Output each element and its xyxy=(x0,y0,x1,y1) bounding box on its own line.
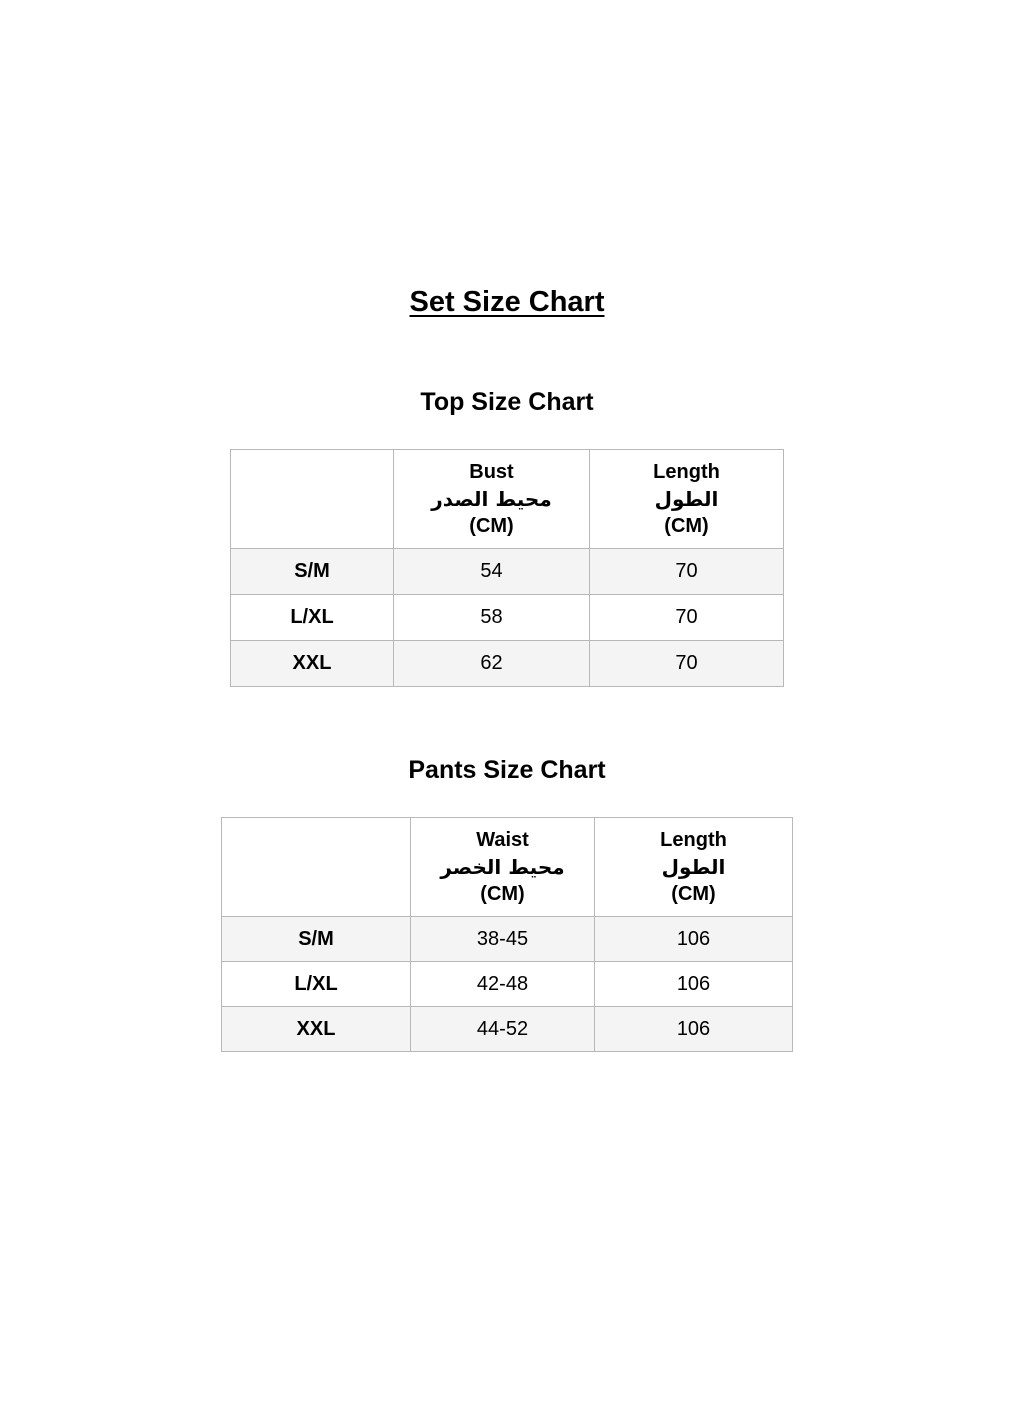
header-label-arabic: الطول xyxy=(661,854,726,879)
table-row xyxy=(222,1007,793,1052)
header-empty-cell xyxy=(222,818,411,917)
header-cell-length xyxy=(590,450,784,549)
table-cell: 106 xyxy=(595,1007,793,1052)
header-unit: (CM) xyxy=(671,882,716,905)
table-cell: 70 xyxy=(590,641,784,687)
table-header-row xyxy=(231,450,784,549)
page-title: Set Size Chart xyxy=(409,286,605,318)
header-label-arabic: الطول xyxy=(654,486,719,511)
table-cell: 62 xyxy=(394,641,590,687)
table-cell: 106 xyxy=(595,962,793,1007)
table-row xyxy=(222,962,793,1007)
header-unit: (CM) xyxy=(664,514,709,537)
header-cell-length xyxy=(595,818,793,917)
pants-chart-title: Pants Size Chart xyxy=(408,756,606,784)
header-label-arabic: محيط الخصر xyxy=(440,854,565,879)
table-cell: 58 xyxy=(394,595,590,641)
top-chart-title: Top Size Chart xyxy=(420,388,594,416)
size-label: S/M xyxy=(231,549,394,595)
table-cell: 106 xyxy=(595,917,793,962)
table-header-row xyxy=(222,818,793,917)
header-empty-cell xyxy=(231,450,394,549)
size-label: XXL xyxy=(222,1007,411,1052)
header-label: Bust xyxy=(469,460,514,483)
header-label: Length xyxy=(653,460,720,483)
header-cell-waist xyxy=(411,818,595,917)
header-label-arabic: محيط الصدر xyxy=(431,486,552,511)
table-row xyxy=(231,595,784,641)
size-label: S/M xyxy=(222,917,411,962)
table-row xyxy=(231,549,784,595)
table-row xyxy=(222,917,793,962)
header-label: Length xyxy=(660,828,727,851)
header-cell-bust xyxy=(394,450,590,549)
table-cell: 70 xyxy=(590,595,784,641)
table-cell: 54 xyxy=(394,549,590,595)
pants-size-table xyxy=(221,817,793,1052)
size-label: XXL xyxy=(231,641,394,687)
table-cell: 38-45 xyxy=(411,917,595,962)
size-label: L/XL xyxy=(222,962,411,1007)
top-size-table xyxy=(230,449,784,687)
header-unit: (CM) xyxy=(480,882,525,905)
table-row xyxy=(231,641,784,687)
header-label: Waist xyxy=(476,828,529,851)
header-unit: (CM) xyxy=(469,514,514,537)
table-cell: 44-52 xyxy=(411,1007,595,1052)
table-cell: 70 xyxy=(590,549,784,595)
table-cell: 42-48 xyxy=(411,962,595,1007)
size-label: L/XL xyxy=(231,595,394,641)
